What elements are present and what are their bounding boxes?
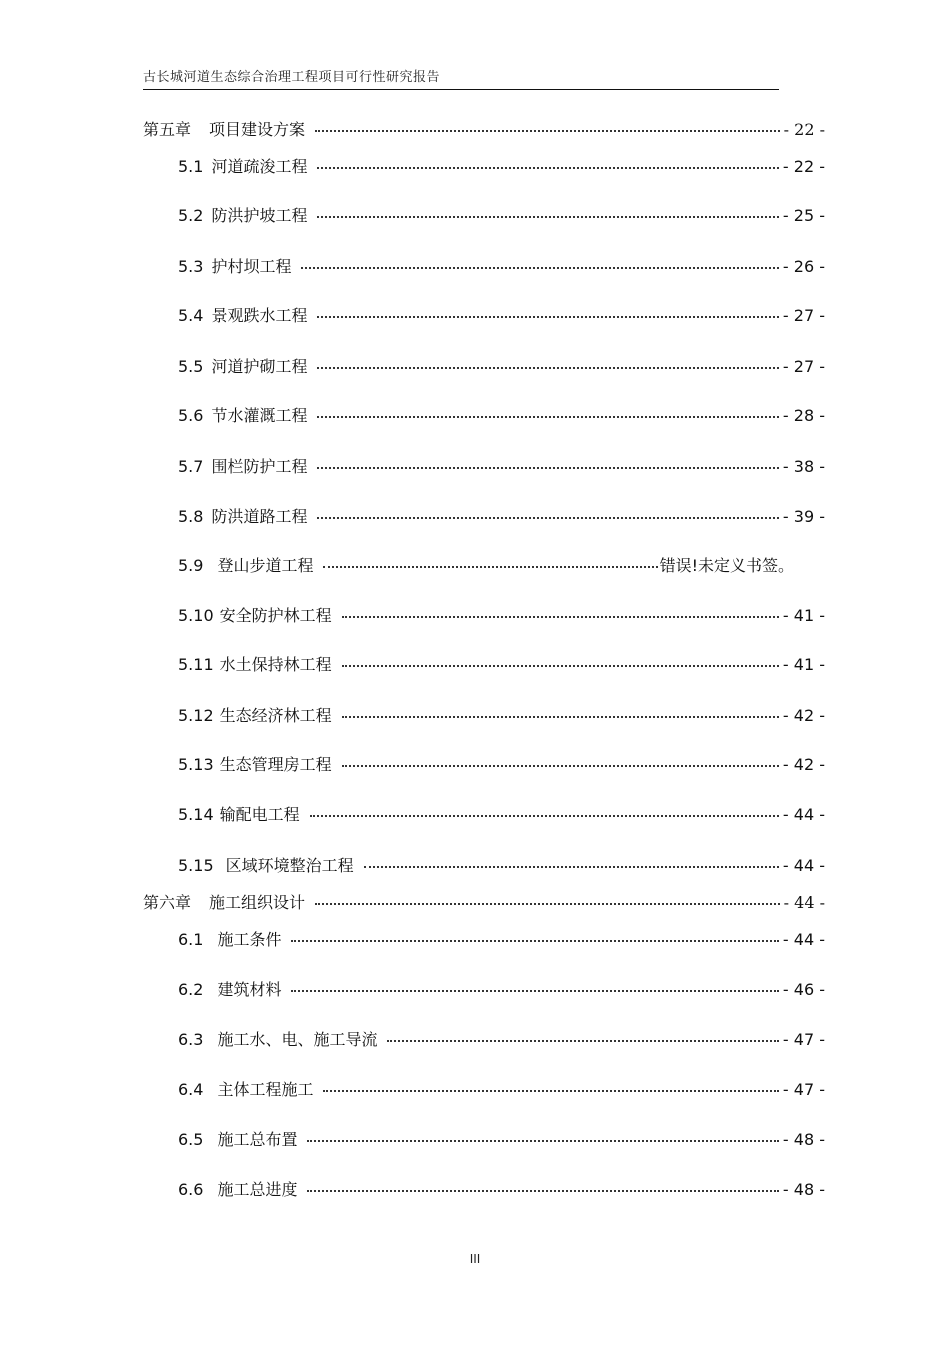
toc-entry[interactable] [178,606,825,626]
toc-page-number: - 26 - [782,257,825,276]
page-number-footer: III [469,1252,481,1266]
toc-page-number: - 39 - [782,507,825,526]
header-divider [143,89,779,90]
toc-page-number: - 41 - [782,606,825,625]
toc-dot-leader [301,266,778,269]
toc-number: 6.4 [178,1080,204,1099]
toc-title: 生态管理房工程 [219,755,332,774]
toc-number: 5.13 [178,755,214,774]
toc-entry[interactable] [178,655,825,675]
toc-entry[interactable] [178,507,825,527]
toc-dot-leader [342,715,779,718]
toc-entry[interactable] [178,1080,825,1100]
toc-title: 防洪护坡工程 [211,206,308,225]
toc-title: 护村坝工程 [211,257,292,276]
toc-entry[interactable] [178,306,825,326]
toc-page-number: - 22 - [782,157,825,176]
toc-title: 输配电工程 [219,805,300,824]
toc-title: 建筑材料 [217,980,282,999]
toc-dot-leader [307,1139,778,1142]
toc-page-number: - 27 - [782,357,825,376]
toc-title: 登山步道工程 [217,556,314,575]
toc-entry[interactable] [178,157,825,177]
toc-title: 施工水、电、施工导流 [217,1030,378,1049]
toc-dot-leader [387,1039,778,1042]
toc-number: 5.10 [178,606,214,625]
toc-page-number: - 48 - [782,1180,825,1199]
toc-entry[interactable] [178,257,825,277]
toc-page-number: - 27 - [782,306,825,325]
toc-number: 6.3 [178,1030,204,1049]
toc-page-number: - 38 - [782,457,825,476]
toc-entry[interactable] [178,206,825,226]
toc-page-number: 错误!未定义书签。 [659,556,794,575]
toc-dot-leader [323,565,657,568]
toc-number: 5.15 [178,856,214,875]
toc-title: 围栏防护工程 [211,457,308,476]
toc-title: 节水灌溉工程 [211,406,308,425]
toc-page-number: - 25 - [782,206,825,225]
toc-title: 主体工程施工 [217,1080,314,1099]
toc-title: 生态经济林工程 [219,706,332,725]
toc-title: 景观跌水工程 [211,306,308,325]
toc-entry[interactable] [178,457,825,477]
toc-number: 5.7 [178,457,204,476]
toc-entry[interactable] [178,930,825,950]
toc-page-number: - 48 - [782,1130,825,1149]
toc-page-number: - 41 - [782,655,825,674]
toc-entry[interactable] [178,805,825,825]
toc-number: 5.11 [178,655,214,674]
toc-title: 区域环境整治工程 [225,856,354,875]
toc-number: 第五章 [143,120,192,139]
toc-number: 6.5 [178,1130,204,1149]
toc-page-number: - 42 - [782,755,825,774]
toc-number: 5.5 [178,357,204,376]
toc-entry[interactable] [178,357,825,377]
toc-title: 施工总进度 [217,1180,298,1199]
toc-dot-leader [317,215,778,218]
toc-dot-leader [291,989,778,992]
toc-title: 项目建设方案 [209,120,306,139]
toc-number: 5.14 [178,805,214,824]
toc-entry[interactable] [178,706,825,726]
toc-title: 河道疏浚工程 [211,157,308,176]
toc-number: 6.1 [178,930,204,949]
toc-number: 第六章 [143,893,192,912]
toc-dot-leader [317,516,778,519]
toc-number: 5.6 [178,406,204,425]
toc-number: 5.9 [178,556,204,575]
toc-number: 6.2 [178,980,204,999]
toc-number: 5.8 [178,507,204,526]
toc-number: 5.4 [178,306,204,325]
toc-page-number: - 42 - [782,706,825,725]
toc-dot-leader [307,1189,778,1192]
toc-title: 安全防护林工程 [219,606,332,625]
toc-page-number: - 28 - [782,406,825,425]
toc-title: 防洪道路工程 [211,507,308,526]
toc-dot-leader [315,129,780,132]
toc-dot-leader [317,315,778,318]
toc-page-number: - 46 - [782,980,825,999]
toc-dot-leader [342,764,779,767]
toc-entry-chapter-6[interactable] [143,893,825,913]
toc-number: 5.12 [178,706,214,725]
toc-dot-leader [342,664,779,667]
toc-dot-leader [317,366,778,369]
toc-dot-leader [364,865,779,868]
toc-number: 5.1 [178,157,204,176]
toc-entry[interactable] [178,556,794,576]
toc-dot-leader [317,466,778,469]
toc-page-number: - 22 - [783,120,825,139]
toc-title: 河道护砌工程 [211,357,308,376]
toc-page-number: - 44 - [782,805,825,824]
running-header: 古长城河道生态综合治理工程项目可行性研究报告 [143,70,441,85]
toc-page-number: - 44 - [783,893,825,912]
toc-title: 施工总布置 [217,1130,298,1149]
toc-page-number: - 44 - [782,930,825,949]
toc-dot-leader [342,615,779,618]
toc-dot-leader [291,939,778,942]
toc-entry[interactable] [178,1130,825,1150]
toc-entry[interactable] [178,406,825,426]
toc-title: 水土保持林工程 [219,655,332,674]
toc-page-number: - 47 - [782,1080,825,1099]
toc-dot-leader [315,902,780,905]
toc-entry-chapter-5[interactable] [143,120,825,140]
toc-entry[interactable] [178,980,825,1000]
toc-dot-leader [317,415,778,418]
toc-dot-leader [310,814,779,817]
toc-entry[interactable] [178,856,825,876]
toc-number: 6.6 [178,1180,204,1199]
toc-number: 5.3 [178,257,204,276]
toc-dot-leader [323,1089,778,1092]
toc-dot-leader [317,166,778,169]
toc-entry[interactable] [178,1030,825,1050]
toc-title: 施工条件 [217,930,282,949]
toc-page-number: - 44 - [782,856,825,875]
toc-entry[interactable] [178,755,825,775]
toc-title: 施工组织设计 [209,893,306,912]
toc-number: 5.2 [178,206,204,225]
toc-entry[interactable] [178,1180,825,1200]
toc-page-number: - 47 - [782,1030,825,1049]
